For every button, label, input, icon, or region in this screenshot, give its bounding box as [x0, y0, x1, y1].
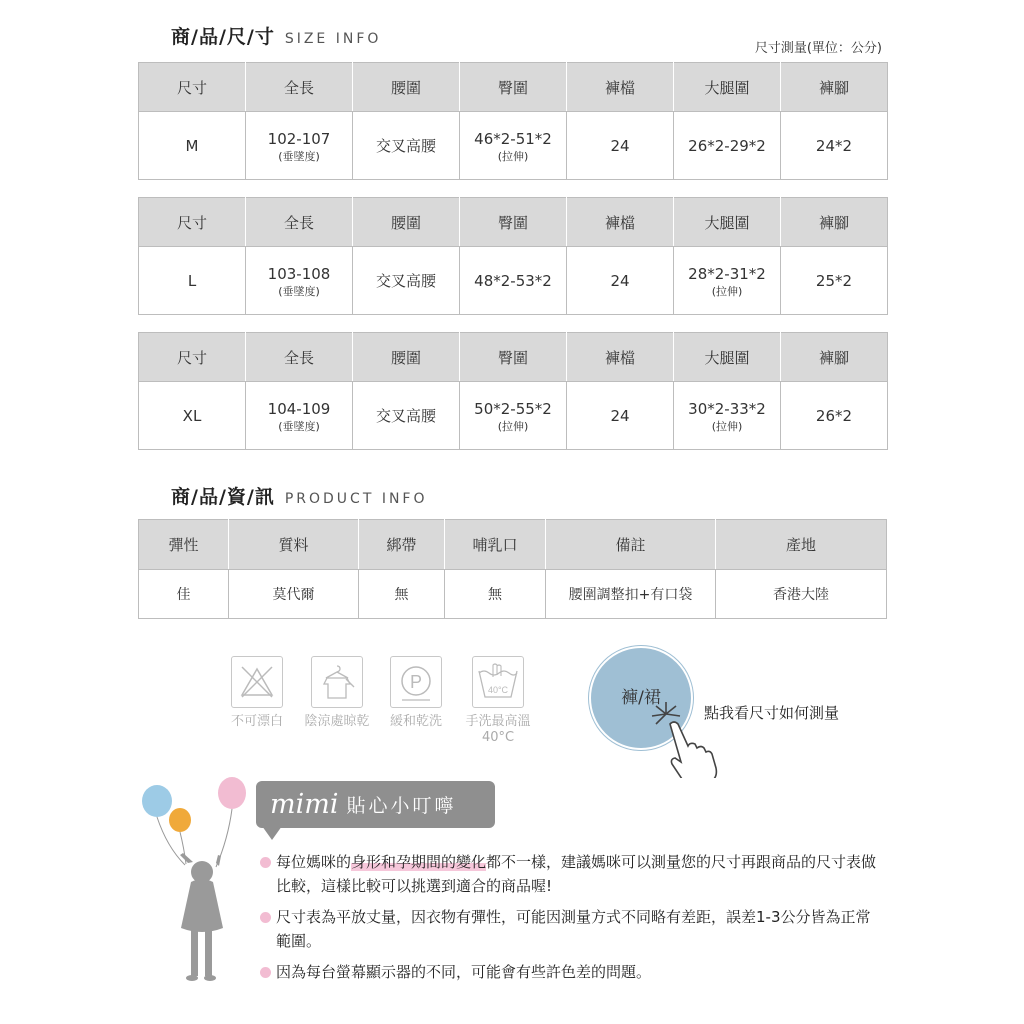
header-hip: 臀圍	[460, 63, 567, 112]
size-info-title	[171, 22, 381, 49]
length-value: 103-108	[267, 264, 331, 283]
header-crotch: 褲檔	[567, 333, 674, 382]
header-waist: 腰圍	[353, 333, 460, 382]
tip-item-2	[260, 905, 880, 953]
care-label: 緩和乾洗	[389, 714, 442, 729]
header-hem: 褲腳	[781, 333, 888, 382]
cell-hem: 26*2	[815, 406, 853, 425]
cell-waist: 交叉高腰	[353, 247, 460, 315]
cell-waist: 交叉高腰	[353, 112, 460, 180]
mimi-tips-banner	[256, 781, 495, 828]
cell-thigh	[674, 247, 781, 315]
tip-text-before: 每位媽咪的	[276, 853, 352, 871]
cell-hip: 48*2-53*2	[460, 247, 567, 315]
measure-guide-link[interactable]: 點我看尺寸如何測量	[704, 704, 840, 722]
length-note: (垂墜度)	[278, 149, 320, 163]
size-info-title-en: SIZE INFO	[284, 31, 382, 47]
header-origin: 產地	[716, 520, 887, 570]
banner-script-text: mimi	[270, 789, 339, 820]
header-hem: 褲腳	[781, 198, 888, 247]
size-table-l	[138, 197, 888, 315]
length-note: (垂墜度)	[278, 284, 320, 298]
cell-thigh: 26*2-29*2	[674, 112, 781, 180]
header-size: 尺寸	[139, 333, 246, 382]
shade-dry-icon	[311, 656, 363, 708]
tip-item-3	[260, 960, 880, 984]
table-row	[139, 382, 888, 450]
tip-text: 因為每台螢幕顯示器的不同，可能會有些許色差的問題。	[276, 963, 652, 981]
header-strap: 綁帶	[359, 520, 445, 570]
thigh-value: 28*2-31*2	[688, 264, 766, 283]
care-shade-dry	[299, 656, 375, 730]
size-table-m	[138, 62, 888, 180]
header-crotch: 褲檔	[567, 63, 674, 112]
care-label-2: 40°C	[481, 730, 515, 745]
svg-text:P: P	[409, 672, 423, 692]
header-thigh: 大腿圍	[674, 198, 781, 247]
hip-note: (拉伸)	[497, 419, 529, 433]
header-material: 質料	[229, 520, 359, 570]
hand-wash-icon	[472, 656, 524, 708]
hip-note: (拉伸)	[497, 149, 529, 163]
cell-origin: 香港大陸	[773, 587, 829, 603]
header-elasticity: 彈性	[139, 520, 229, 570]
header-crotch: 褲檔	[567, 198, 674, 247]
cell-strap: 無	[359, 570, 445, 619]
header-thigh: 大腿圍	[674, 63, 781, 112]
cell-crotch: 24	[567, 247, 674, 315]
product-info-header	[139, 520, 887, 570]
header-remarks: 備註	[546, 520, 716, 570]
product-info-title-zh: 商/品/資/訊	[171, 486, 275, 508]
blue-balloon	[142, 785, 172, 817]
cell-elasticity: 佳	[139, 570, 229, 619]
thigh-note: (拉伸)	[711, 284, 743, 298]
no-bleach-icon	[231, 656, 283, 708]
header-thigh: 大腿圍	[674, 333, 781, 382]
cell-hip	[460, 382, 567, 450]
length-note: (垂墜度)	[278, 419, 320, 433]
table-row	[139, 247, 888, 315]
header-size: 尺寸	[139, 63, 246, 112]
care-label: 陰涼處晾乾	[304, 714, 370, 729]
cell-size: M	[139, 112, 246, 180]
cell-length	[246, 247, 353, 315]
orange-balloon	[169, 808, 191, 832]
care-hand-wash	[460, 656, 536, 746]
size-table-xl	[138, 332, 888, 450]
bullet-dot-icon	[260, 967, 271, 978]
measure-circle-label: 褲/裙	[621, 687, 661, 708]
cell-hem: 24*2	[815, 136, 853, 155]
cell-size: XL	[139, 382, 246, 450]
gentle-dry-clean-icon	[390, 656, 442, 708]
header-nursing: 哺乳口	[445, 520, 546, 570]
table-row	[139, 112, 888, 180]
cell-hem: 25*2	[815, 271, 853, 290]
cell-nursing: 無	[445, 570, 546, 619]
header-waist: 腰圍	[353, 198, 460, 247]
product-info-title-en: PRODUCT INFO	[284, 491, 428, 507]
product-info-title	[171, 482, 428, 509]
thigh-note: (拉伸)	[711, 419, 743, 433]
tip-item-1	[260, 850, 880, 898]
balloon-girl-illustration	[136, 772, 254, 984]
tip-highlight: 身形和孕期間的變化	[351, 853, 487, 871]
unit-note: 尺寸測量(單位：公分)	[754, 41, 882, 56]
size-info-title-zh: 商/品/尺/寸	[171, 26, 275, 48]
care-label: 手洗最高溫	[465, 714, 531, 729]
cell-size: L	[139, 247, 246, 315]
tip-text-after: 都不一樣，建議媽咪可以測量您的尺寸再跟商品的尺寸表做比較，這樣比較可以挑選到適合的商品喔!	[276, 853, 877, 895]
hip-value: 46*2-51*2	[474, 129, 552, 148]
header-length: 全長	[246, 198, 353, 247]
bullet-dot-icon	[260, 912, 271, 923]
hand-wash-temp: 40°C	[487, 685, 509, 695]
thigh-value: 30*2-33*2	[688, 399, 766, 418]
care-label: 不可漂白	[230, 714, 283, 729]
header-hem: 褲腳	[781, 63, 888, 112]
care-no-bleach	[219, 656, 295, 730]
cell-material: 莫代爾	[229, 570, 359, 619]
product-info-table	[138, 519, 887, 619]
header-hip: 臀圍	[460, 198, 567, 247]
length-value: 104-109	[267, 399, 331, 418]
pink-balloon	[218, 777, 246, 809]
header-size: 尺寸	[139, 198, 246, 247]
size-table-header	[139, 333, 888, 382]
cell-crotch: 24	[567, 382, 674, 450]
cell-remarks: 腰圍調整扣+有口袋	[546, 570, 716, 619]
length-value: 102-107	[267, 129, 331, 148]
cell-crotch: 24	[567, 112, 674, 180]
hip-value: 50*2-55*2	[474, 399, 552, 418]
banner-text: 貼心小叮嚀	[346, 795, 457, 817]
header-hip: 臀圍	[460, 333, 567, 382]
banner-tail	[262, 826, 282, 840]
header-length: 全長	[246, 333, 353, 382]
cell-length	[246, 382, 353, 450]
cell-length	[246, 112, 353, 180]
tip-text	[260, 850, 880, 898]
table-row	[139, 570, 887, 619]
cell-hip	[460, 112, 567, 180]
size-table-header	[139, 63, 888, 112]
tip-text: 尺寸表為平放丈量，因衣物有彈性，可能因測量方式不同略有差距，誤差1-3公分皆為正常範圍。	[276, 908, 871, 950]
header-length: 全長	[246, 63, 353, 112]
cell-waist: 交叉高腰	[353, 382, 460, 450]
care-gentle-dry-clean	[378, 656, 454, 730]
size-table-header	[139, 198, 888, 247]
bullet-dot-icon	[260, 857, 271, 868]
header-waist: 腰圍	[353, 63, 460, 112]
cell-thigh	[674, 382, 781, 450]
